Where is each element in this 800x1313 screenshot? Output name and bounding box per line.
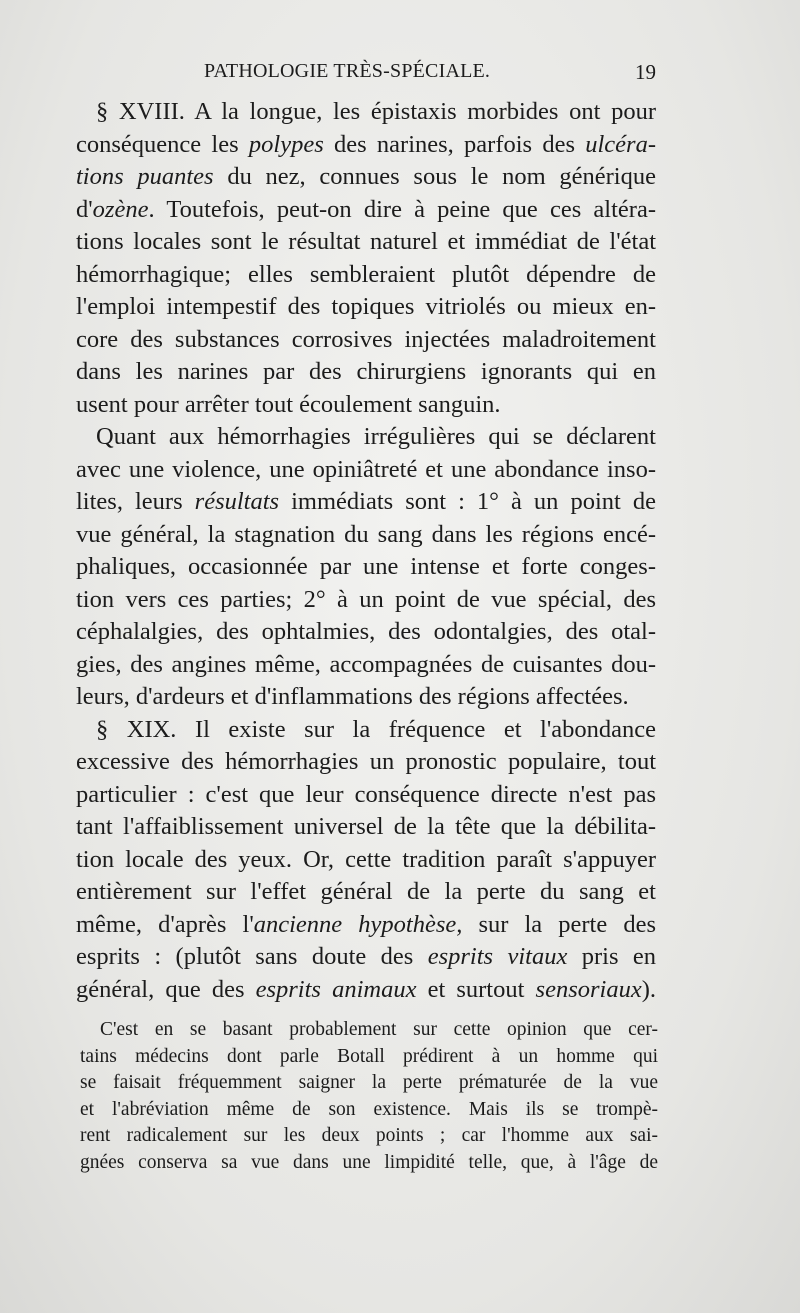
footnote — [80, 1017, 658, 1176]
text-line: tant l'affaiblissement universel de la tête que la débilita- — [76, 813, 656, 840]
text-line: conséquence les polypes des narines, parfois des ulcéra- — [76, 130, 656, 158]
body-text — [76, 96, 656, 1006]
text-line: avec une violence, une opiniâtreté et une abondance inso- — [76, 455, 656, 483]
footnote-line: C'est en se basant probablement sur cette opinion que cer- — [100, 1019, 658, 1040]
text-line: tions puantes du nez, connues sous le nom générique — [76, 163, 656, 190]
footnote-line: gnées conserva sa vue dans une limpidité telle, que, à l'âge de — [80, 1151, 658, 1173]
text-line: général, que des esprits animaux et surtout sensoriaux). — [76, 975, 656, 1003]
text-line: Quant aux hémorrhagies irrégulières qui se déclarent — [96, 423, 656, 450]
text-line: § XIX. Il existe sur la fréquence et l'abondance — [96, 715, 656, 743]
text-line: phaliques, occasionnée par une intense et forte conges- — [76, 553, 656, 580]
text-line: dans les narines par des chirurgiens ignorants qui en — [76, 358, 656, 385]
text-line: esprits : (plutôt sans doute des esprits vitaux pris en — [76, 943, 656, 970]
footnote-line: et l'abréviation même de son existence. Mais ils se trompè- — [80, 1098, 658, 1120]
text-line: tion locale des yeux. Or, cette tradition paraît s'appuyer — [76, 845, 656, 873]
text-line: leurs, d'ardeurs et d'inflammations des régions affectées. — [76, 683, 629, 710]
text-line: tion vers ces parties; 2° à un point de vue spécial, des — [76, 585, 656, 613]
text-line: d'ozène. Toutefois, peut-on dire à peine que ces altéra- — [76, 195, 656, 223]
footnote-line: rent radicalement sur les deux points ; car l'homme aux sai- — [80, 1125, 658, 1146]
running-title: PATHOLOGIE TRÈS-SPÉCIALE. — [204, 60, 491, 82]
text-line: gies, des angines même, accompagnées de cuisantes dou- — [76, 650, 656, 678]
text-line: core des substances corrosives injectées maladroitement — [76, 325, 656, 353]
text-line: § XVIII. A la longue, les épistaxis morbides ont pour — [96, 98, 656, 125]
text-line: vue général, la stagnation du sang dans les régions encé- — [76, 520, 656, 548]
text-line: usent pour arrêter tout écoulement sanguin. — [76, 390, 501, 418]
text-line: céphalalgies, des ophtalmies, des odontalgies, des otal- — [76, 618, 656, 645]
running-head — [76, 60, 656, 90]
paragraph-section-xviii — [76, 96, 656, 421]
text-line: excessive des hémorrhagies un pronostic populaire, tout — [76, 748, 656, 775]
text-line: tions locales sont le résultat naturel et immédiat de l'état — [76, 228, 656, 255]
footnote-line: se faisait fréquemment saigner la perte prématurée de la vue — [80, 1072, 658, 1093]
text-line: hémorrhagique; elles sembleraient plutôt dépendre de — [76, 260, 656, 288]
footnote-line: tains médecins dont parle Botall prédirent à un homme qui — [80, 1045, 658, 1067]
text-line: particulier : c'est que leur conséquence directe n'est pas — [76, 780, 656, 808]
paragraph-irregular-hemorrhages — [76, 421, 656, 714]
text-line: l'emploi intempestif des topiques vitriolés ou mieux en- — [76, 293, 656, 320]
text-line: entièrement sur l'effet général de la perte du sang et — [76, 878, 656, 905]
page-number: 19 — [635, 60, 656, 84]
text-line: même, d'après l'ancienne hypothèse, sur la perte des — [76, 910, 656, 938]
text-line: lites, leurs résultats immédiats sont : 1° à un point de — [76, 488, 656, 515]
paragraph-section-xix — [76, 714, 656, 1007]
